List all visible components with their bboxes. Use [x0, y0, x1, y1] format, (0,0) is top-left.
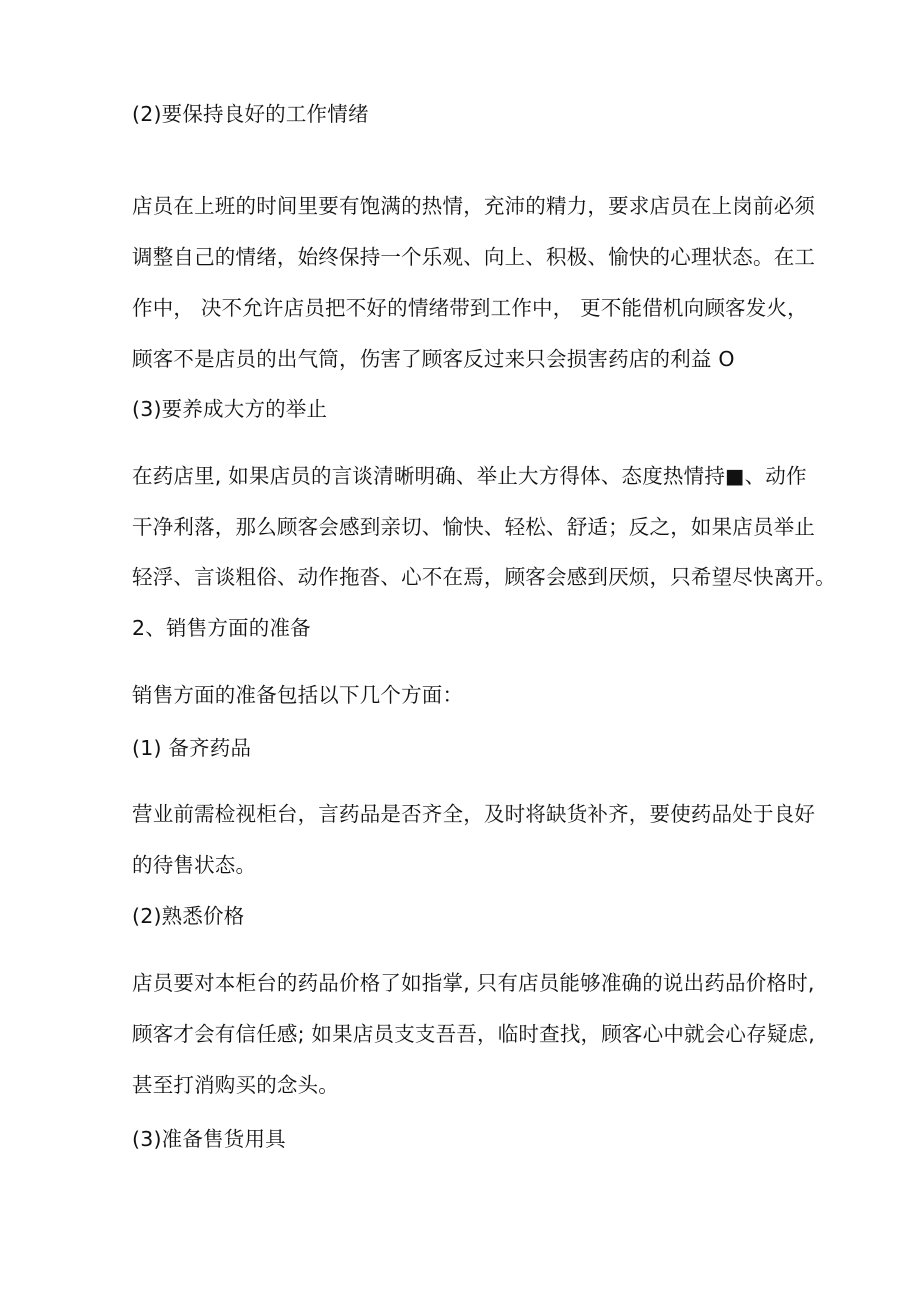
paragraph-manner-line-2: 干净利落，那么顾客会感到亲切、愉快、轻松、舒适；反之，如果店员举止: [132, 515, 816, 539]
paragraph-mood-line-3: 作中， 决不允许店员把不好的情绪带到工作中， 更不能借机向顾客发火，: [132, 296, 808, 320]
paragraph-manner-line-1: 在药店里, 如果店员的言谈清晰明确、举止大方得体、态度热情持■、动作: [132, 464, 807, 488]
paragraph-prices-line-3: 甚至打消购买的念头。: [132, 1073, 339, 1097]
sales-preparation-intro: 销售方面的准备包括以下几个方面：: [132, 683, 464, 707]
paragraph-mood-line-2: 调整自己的情绪，始终保持一个乐观、向上、积极、愉快的心理状态。在工: [132, 245, 816, 269]
heading-keep-good-mood: (2)要保持良好的工作情绪: [132, 102, 369, 126]
heading-generous-manner: (3)要养成大方的举止: [132, 397, 328, 421]
heading-prepare-sales-tools: (3)准备售货用具: [132, 1127, 286, 1151]
heading-sales-preparation: 2、销售方面的准备: [132, 616, 311, 640]
paragraph-manner-line-3: 轻浮、言谈粗俗、动作拖沓、心不在焉，顾客会感到厌烦，只希望尽快离开。: [132, 565, 836, 589]
paragraph-mood-line-1: 店员在上班的时间里要有饱满的热情，充沛的精力，要求店员在上岗前必须: [132, 194, 816, 218]
paragraph-stock-line-2: 的待售状态。: [132, 853, 257, 877]
heading-know-prices: (2)熟悉价格: [132, 904, 245, 928]
paragraph-prices-line-2: 顾客才会有信任感; 如果店员支支吾吾，临时查找，顾客心中就会心存疑虑,: [132, 1022, 815, 1046]
paragraph-mood-line-4: 顾客不是店员的出气筒，伤害了顾客反过来只会损害药店的利益 O: [132, 347, 735, 371]
paragraph-stock-line-1: 营业前需检视柜台，言药品是否齐全，及时将缺货补齐，要使药品处于良好: [132, 802, 816, 826]
heading-stock-medicines: (1) 备齐药品: [132, 736, 252, 760]
paragraph-prices-line-1: 店员要对本柜台的药品价格了如指掌, 只有店员能够准确的说出药品价格时,: [132, 971, 815, 995]
